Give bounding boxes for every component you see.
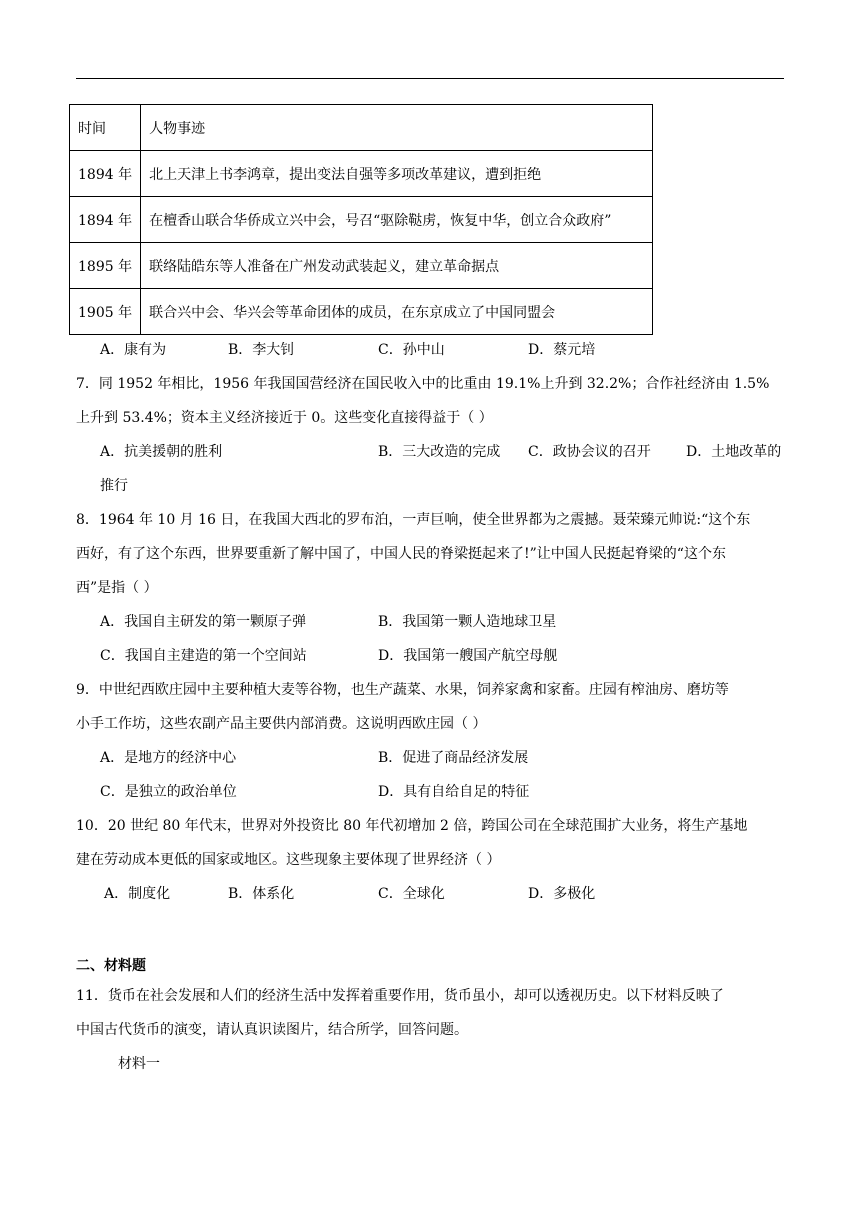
q7-stem-line-1: 7．同 1952 年相比，1956 年我国国营经济在国民收入中的比重由 19.1%上升到 32.2%；合作社经济由 1.5% — [76, 376, 770, 392]
q8-option-b: B．我国第一颗人造地球卫星 — [378, 614, 557, 630]
q8-stem-line-1: 8．1964 年 10 月 16 日，在我国大西北的罗布泊，一声巨响，使全世界都为之震撼。聂荣臻元帅说:“这个东 — [76, 512, 751, 528]
material-label: 材料一 — [118, 1056, 160, 1072]
row-events: 在檀香山联合华侨成立兴中会，号召“驱除鞑虏，恢复中华，创立合众政府” — [141, 197, 653, 243]
q10-option-b: B．体系化 — [228, 886, 295, 902]
header-rule — [76, 78, 784, 79]
q11-stem-line-2: 中国古代货币的演变，请认真识读图片，结合所学，回答问题。 — [76, 1022, 468, 1038]
row-time: 1894 年 — [70, 151, 141, 197]
q9-stem-line-1: 9．中世纪西欧庄园中主要种植大麦等谷物，也生产蔬菜、水果，饲养家禽和家畜。庄园有榨油房、磨坊等 — [76, 682, 729, 698]
q9-option-b: B．促进了商品经济发展 — [378, 750, 529, 766]
q9-stem-line-2: 小手工作坊，这些农副产品主要供内部消费。这说明西欧庄园（ ） — [76, 716, 487, 732]
q8-stem-line-3: 西”是指（ ） — [76, 580, 158, 596]
q6-option-c: C．孙中山 — [378, 342, 445, 358]
q6-option-a: A．康有为 — [100, 342, 167, 358]
q7-option-b: B．三大改造的完成 — [378, 444, 501, 460]
table-row — [70, 197, 653, 243]
q7-option-c: C．政协会议的召开 — [528, 444, 651, 460]
table-row — [70, 151, 653, 197]
q7-option-d-wrap: 推行 — [100, 478, 128, 494]
table-row — [70, 289, 653, 335]
q7-option-a: A．抗美援朝的胜利 — [100, 444, 223, 460]
q11-stem-line-1: 11．货币在社会发展和人们的经济生活中发挥着重要作用，货币虽小，却可以透视历史。以下材料反映了 — [76, 988, 724, 1004]
table-row — [70, 243, 653, 289]
q7-option-d: D．土地改革的 — [686, 444, 782, 460]
table-header-row — [70, 105, 653, 151]
header-events: 人物事迹 — [141, 105, 653, 151]
q10-option-a: A．制度化 — [104, 886, 171, 902]
row-time: 1905 年 — [70, 289, 141, 335]
q10-stem-line-2: 建在劳动成本更低的国家或地区。这些现象主要体现了世界经济（ ） — [76, 852, 501, 868]
q10-option-d: D．多极化 — [528, 886, 596, 902]
row-events: 北上天津上书李鸿章，提出变法自强等多项改革建议，遭到拒绝 — [141, 151, 653, 197]
q10-option-c: C．全球化 — [378, 886, 445, 902]
header-time: 时间 — [70, 105, 141, 151]
q8-stem-line-2: 西好，有了这个东西，世界要重新了解中国了，中国人民的脊梁挺起来了!”让中国人民挺起脊梁的“这个东 — [76, 546, 726, 562]
q9-option-c: C．是独立的政治单位 — [100, 784, 237, 800]
events-table — [69, 104, 653, 335]
q7-stem-line-2: 上升到 53.4%；资本主义经济接近于 0。这些变化直接得益于（ ） — [76, 410, 493, 426]
row-events: 联合兴中会、华兴会等革命团体的成员，在东京成立了中国同盟会 — [141, 289, 653, 335]
row-time: 1895 年 — [70, 243, 141, 289]
q6-option-b: B．李大钊 — [228, 342, 295, 358]
q9-option-a: A．是地方的经济中心 — [100, 750, 237, 766]
q9-option-d: D．具有自给自足的特征 — [378, 784, 530, 800]
q8-option-a: A．我国自主研发的第一颗原子弹 — [100, 614, 307, 630]
q8-option-d: D．我国第一艘国产航空母舰 — [378, 648, 558, 664]
q8-option-c: C．我国自主建造的第一个空间站 — [100, 648, 307, 664]
q6-option-d: D．蔡元培 — [528, 342, 596, 358]
row-time: 1894 年 — [70, 197, 141, 243]
row-events: 联络陆皓东等人准备在广州发动武装起义，建立革命据点 — [141, 243, 653, 289]
q10-stem-line-1: 10．20 世纪 80 年代末，世界对外投资比 80 年代初增加 2 倍，跨国公司在全球范围扩大业务，将生产基地 — [76, 818, 748, 834]
section-title: 二、材料题 — [76, 958, 146, 974]
